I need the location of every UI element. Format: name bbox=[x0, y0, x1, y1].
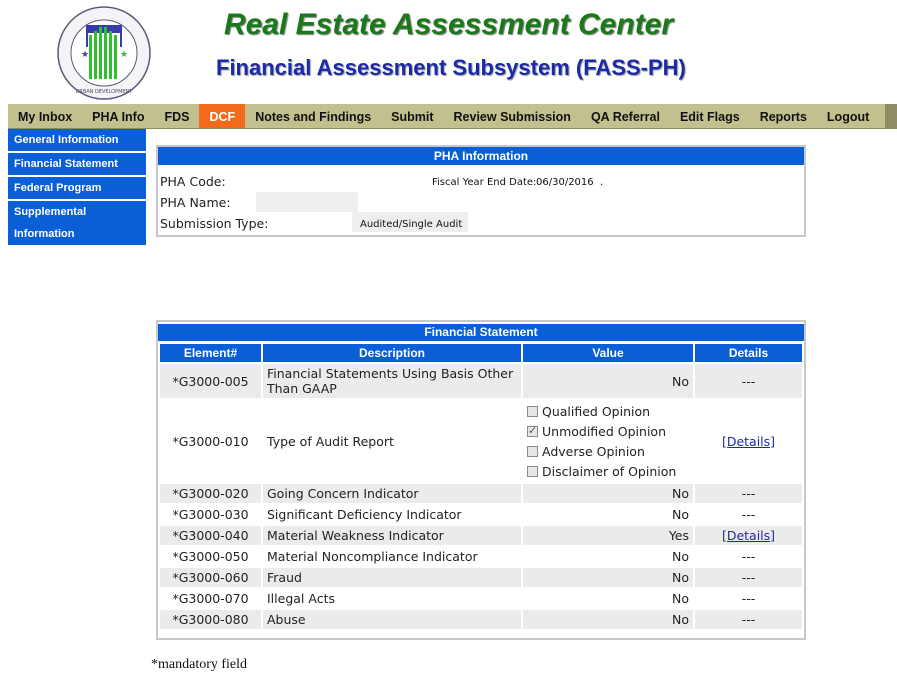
fiscal-year-end-value: 06/30/2016 bbox=[536, 177, 594, 188]
nav-pha-info[interactable]: PHA Info bbox=[92, 110, 145, 124]
checkbox-label: Qualified Opinion bbox=[542, 403, 651, 419]
svg-text:★: ★ bbox=[120, 50, 129, 60]
main-nav bbox=[8, 104, 897, 129]
description-cell: Going Concern Indicator bbox=[263, 484, 521, 503]
description-cell: Financial Statements Using Basis Other Than GAAP bbox=[263, 364, 521, 398]
details-cell: --- bbox=[695, 568, 802, 587]
column-header-element: Element# bbox=[160, 344, 261, 362]
details-cell: --- bbox=[695, 610, 802, 629]
pha-name-field bbox=[256, 192, 358, 212]
pha-name-label: PHA Name: bbox=[160, 195, 231, 210]
description-cell: Material Noncompliance Indicator bbox=[267, 549, 478, 564]
description-cell: Fraud bbox=[263, 568, 521, 587]
description-cell: Type of Audit Report bbox=[267, 433, 394, 449]
adverse-opinion-checkbox[interactable] bbox=[527, 446, 538, 457]
element-cell: *G3000-020 bbox=[160, 484, 261, 503]
fiscal-year-end-label: Fiscal Year End Date: bbox=[432, 177, 537, 188]
value-cell: No bbox=[672, 591, 689, 606]
nav-dcf[interactable]: DCF bbox=[199, 104, 245, 128]
nav-filler bbox=[885, 104, 897, 128]
nav-submit[interactable]: Submit bbox=[391, 110, 434, 124]
value-cell: No bbox=[523, 568, 693, 587]
nav-fds[interactable]: FDS bbox=[164, 110, 190, 124]
sidebar-item-supplemental-information[interactable]: Supplemental Information bbox=[8, 201, 146, 247]
unmodified-opinion-checkbox[interactable] bbox=[527, 426, 538, 437]
element-cell: *G3000-005 bbox=[160, 364, 261, 398]
mandatory-field-note: *mandatory field bbox=[151, 657, 248, 672]
disclaimer-of-opinion-checkbox[interactable] bbox=[527, 466, 538, 477]
value-cell: Yes bbox=[523, 526, 693, 545]
details-cell: --- bbox=[695, 364, 802, 398]
details-link[interactable]: [Details] bbox=[721, 433, 776, 449]
option-unmodified-opinion bbox=[527, 421, 689, 441]
option-qualified-opinion bbox=[527, 401, 689, 421]
value-cell: No bbox=[672, 549, 689, 564]
element-cell: *G3000-010 bbox=[172, 433, 249, 449]
financial-statement-heading: Financial Statement bbox=[158, 324, 804, 341]
value-cell: No bbox=[523, 364, 693, 398]
details-cell: --- bbox=[741, 507, 756, 522]
table-row bbox=[160, 364, 802, 398]
nav-review-submission[interactable]: Review Submission bbox=[453, 110, 571, 124]
description-cell: Significant Deficiency Indicator bbox=[267, 507, 462, 522]
submission-type-label: Submission Type: bbox=[160, 216, 269, 231]
sidebar-item-general-information[interactable]: General Information bbox=[8, 129, 146, 153]
column-header-value: Value bbox=[523, 344, 693, 362]
table-row bbox=[160, 484, 802, 503]
description-cell: Abuse bbox=[263, 610, 521, 629]
nav-logout[interactable]: Logout bbox=[826, 110, 870, 124]
element-cell: *G3000-040 bbox=[160, 526, 261, 545]
table-row bbox=[160, 610, 802, 629]
nav-notes-and-findings[interactable]: Notes and Findings bbox=[255, 110, 372, 124]
nav-qa-referral[interactable]: QA Referral bbox=[590, 110, 660, 124]
table-row bbox=[160, 568, 802, 587]
table-row bbox=[160, 589, 802, 608]
table-row bbox=[160, 526, 802, 545]
nav-my-inbox[interactable]: My Inbox bbox=[18, 110, 73, 124]
column-header-details: Details bbox=[695, 344, 802, 362]
table-row bbox=[160, 400, 802, 482]
column-header-description: Description bbox=[263, 344, 521, 362]
svg-text:★: ★ bbox=[81, 50, 90, 60]
value-cell: No bbox=[523, 484, 693, 503]
sidebar bbox=[8, 129, 146, 247]
details-cell: --- bbox=[741, 549, 756, 564]
element-cell: *G3000-080 bbox=[160, 610, 261, 629]
svg-text:URBAN DEVELOPMENT: URBAN DEVELOPMENT bbox=[75, 89, 133, 95]
option-adverse-opinion bbox=[527, 441, 689, 461]
checkbox-label: Unmodified Opinion bbox=[542, 423, 666, 439]
details-cell: --- bbox=[741, 591, 756, 606]
option-disclaimer-of-opinion bbox=[527, 461, 689, 481]
checkbox-label: Disclaimer of Opinion bbox=[542, 463, 677, 479]
element-cell: *G3000-060 bbox=[160, 568, 261, 587]
nav-reports[interactable]: Reports bbox=[759, 110, 807, 124]
qualified-opinion-checkbox[interactable] bbox=[527, 406, 538, 417]
element-cell: *G3000-070 bbox=[172, 591, 249, 606]
table-row bbox=[160, 505, 802, 524]
pha-code-label: PHA Code: bbox=[160, 174, 226, 189]
submission-type-value: Audited/Single Audit bbox=[360, 219, 463, 230]
nav-edit-flags[interactable]: Edit Flags bbox=[679, 110, 740, 124]
details-cell bbox=[695, 400, 802, 482]
details-link[interactable]: [Details] bbox=[721, 528, 776, 543]
details-cell bbox=[695, 526, 802, 545]
checkbox-label: Adverse Opinion bbox=[542, 443, 645, 459]
financial-statement-panel bbox=[156, 320, 806, 640]
pha-information-heading: PHA Information bbox=[158, 147, 804, 165]
description-cell: Illegal Acts bbox=[267, 591, 335, 606]
financial-statement-table bbox=[158, 342, 804, 631]
table-row bbox=[160, 547, 802, 566]
app-title: Real Estate Assessment Center bbox=[223, 8, 674, 41]
sidebar-item-financial-statement[interactable]: Financial Statement bbox=[8, 153, 146, 177]
element-cell: *G3000-030 bbox=[172, 507, 249, 522]
audit-report-options bbox=[523, 400, 693, 482]
element-cell: *G3000-050 bbox=[172, 549, 249, 564]
sidebar-item-federal-program[interactable]: Federal Program bbox=[8, 177, 146, 201]
pha-information-panel bbox=[156, 145, 806, 237]
description-cell: Material Weakness Indicator bbox=[263, 526, 521, 545]
value-cell: No bbox=[523, 610, 693, 629]
fiscal-year-end-suffix: . bbox=[600, 177, 604, 188]
app-subtitle: Financial Assessment Subsystem (FASS-PH) bbox=[216, 55, 686, 80]
value-cell: No bbox=[672, 507, 689, 522]
details-cell: --- bbox=[695, 484, 802, 503]
